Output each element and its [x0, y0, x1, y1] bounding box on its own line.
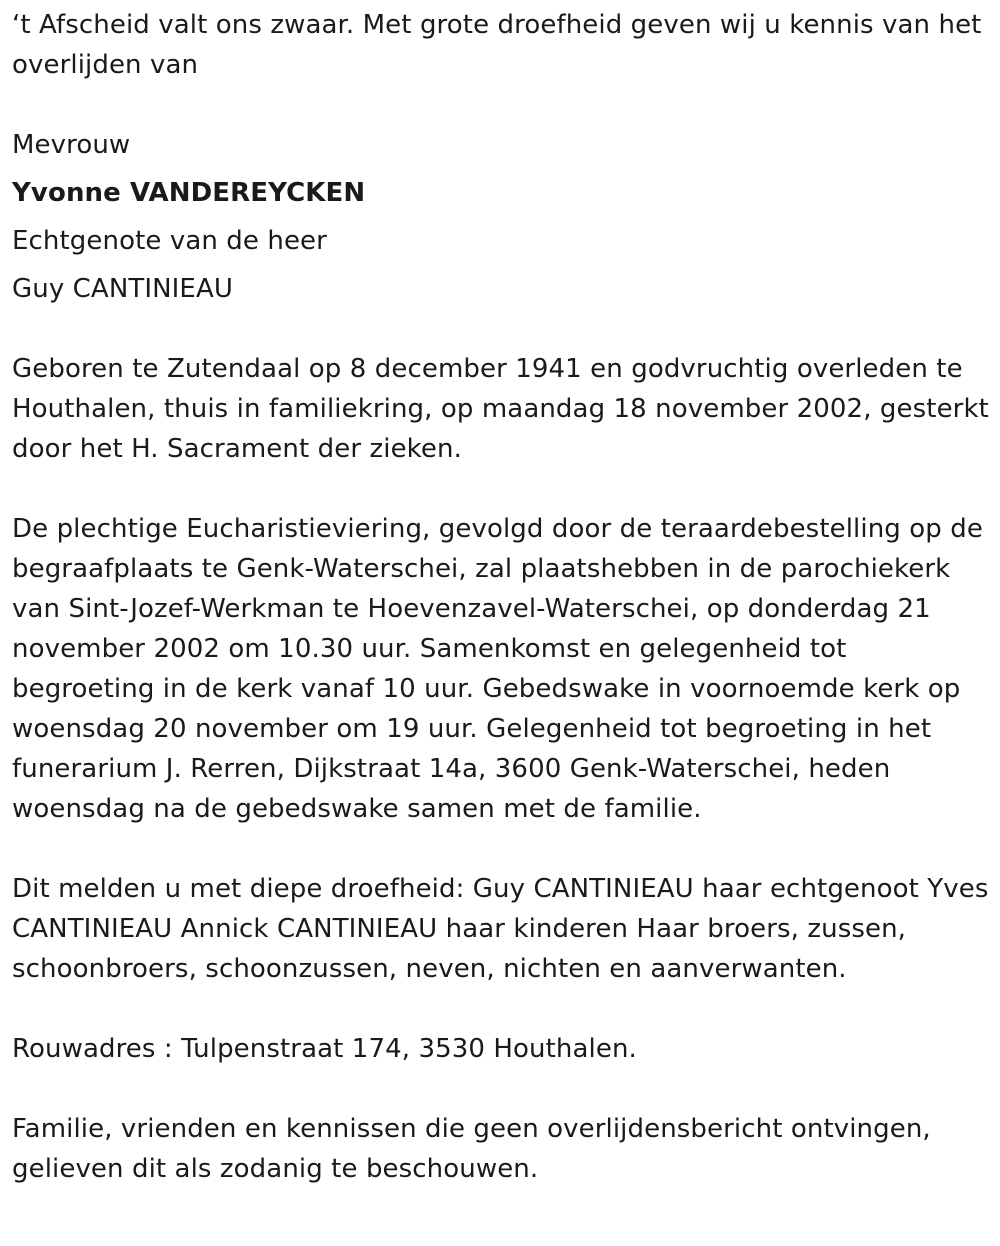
intro-text: ‘t Afscheid valt ons zwaar. Met grote droefheid geven wij u kennis van het overlijden van [12, 10, 982, 80]
spacer [12, 1069, 996, 1109]
spacer [12, 829, 996, 869]
spacer [12, 989, 996, 1029]
deceased-name: Yvonne VANDEREYCKEN [12, 178, 366, 208]
spouse-label: Echtgenote van de heer [12, 226, 327, 256]
obituary-notice [12, 5, 996, 1189]
ceremony-paragraph: De plechtige Eucharistieviering, gevolgd door de teraardebestelling op de begraafplaats te Genk-Waterschei, zal plaatshebben in de parochiekerk van Sint-Jozef-Werkman te Hoevenzavel-Waterschei, op donderdag 21 november 2002 om 10.30 uur. Samenkomst en gelegenheid tot begroeting in de kerk vanaf 10 uur. Gebedswake in voornoemde kerk op woensdag 20 november om 19 uur. Gelegenheid tot begroeting in het funerarium J. Rerren, Dijkstraat 14a, 3600 Genk-Waterschei, heden woensdag na de gebedswake samen met de familie. [12, 514, 983, 824]
spacer [12, 313, 996, 349]
birth-death-paragraph: Geboren te Zutendaal op 8 december 1941 en godvruchtig overleden te Houthalen, thuis in familiekring, op maandag 18 november 2002, gesterkt door het H. Sacrament der zieken. [12, 354, 989, 464]
spacer [12, 469, 996, 509]
family-paragraph: Dit melden u met diepe droefheid: Guy CANTINIEAU haar echtgenoot Yves CANTINIEAU Annick CANTINIEAU haar kinderen Haar broers, zussen, schoonbroers, schoonzussen, neven, nichten en aanverwanten. [12, 874, 989, 984]
spacer [12, 85, 996, 121]
mourning-address: Rouwadres : Tulpenstraat 174, 3530 Houthalen. [12, 1034, 637, 1064]
spouse-name: Guy CANTINIEAU [12, 274, 233, 304]
closing-paragraph: Familie, vrienden en kennissen die geen overlijdensbericht ontvingen, gelieven dit als zodanig te beschouwen. [12, 1114, 931, 1184]
title-label: Mevrouw [12, 130, 131, 160]
